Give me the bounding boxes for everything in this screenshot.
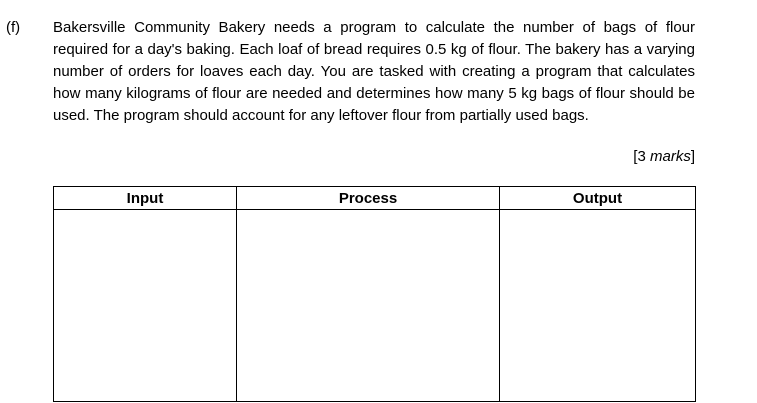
input-header: Input [54, 187, 237, 210]
marks-close: ] [690, 148, 695, 165]
process-header: Process [237, 187, 500, 210]
marks-allocation [633, 147, 695, 167]
marks-open: [3 [633, 148, 650, 165]
input-answer-cell[interactable] [54, 210, 237, 402]
question-text: Bakersville Community Bakery needs a program to calculate the number of bags of flour required for a day's baking. Each loaf of bread requires 0.5 kg of flour. The bakery has a varying number of orders for loaves each day. You are tasked with creating a program that calculates how many kilograms of flour are needed and determines how many 5 kg bags of flour should be used. The program should account for any leftover flour from partially used bags. [53, 19, 695, 124]
marks-word: marks [649, 148, 691, 165]
process-answer-cell[interactable] [237, 210, 500, 402]
output-header: Output [500, 187, 696, 210]
part-label: (f) [6, 19, 21, 36]
ipo-header-row [54, 187, 696, 210]
output-answer-cell[interactable] [500, 210, 696, 402]
ipo-table [53, 186, 696, 402]
ipo-answer-row [54, 210, 696, 402]
